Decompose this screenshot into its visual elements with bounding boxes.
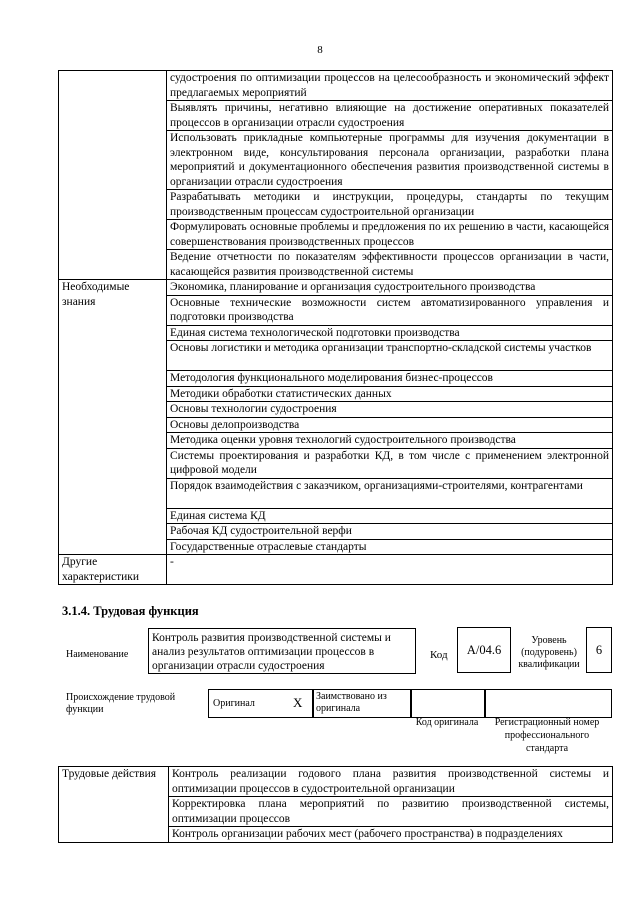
other-characteristics-value: - [167, 555, 613, 585]
knowledge-item: Методика оценки уровня технологий судостроительного производства [167, 433, 613, 449]
knowledge-item: Основы логистики и методика организации транспортно-складской системы участков [167, 341, 613, 371]
labor-actions-label: Трудовые действия [59, 767, 169, 843]
code-original-caption: Код оригинала [415, 717, 479, 728]
knowledge-item: Государственные отраслевые стандарты [167, 539, 613, 555]
knowledge-item: Единая система КД [167, 508, 613, 524]
borrowed-label: Заимствовано из оригинала [316, 691, 387, 714]
knowledge-item: Основные технические возможности систем автоматизированного управления и подготовки производства [167, 295, 613, 325]
skills-knowledge-table [58, 70, 613, 585]
skills-label-cell [59, 71, 167, 280]
code-box [457, 627, 511, 673]
reg-number-box [484, 689, 612, 718]
knowledge-item: Методики обработки статистических данных [167, 386, 613, 402]
other-characteristics-label: Другие характеристики [59, 555, 167, 585]
code-original-box [410, 689, 486, 718]
original-box [208, 689, 314, 718]
skill-item: Формулировать основные проблемы и предложения по их решению в части, касающейся совершенствования производственных процессов [167, 220, 613, 250]
code-label: Код [430, 649, 448, 661]
knowledge-item: Системы проектирования и разработки КД, в том числе с применением электронной цифровой модели [167, 448, 613, 478]
original-label: Оригинал [213, 698, 255, 709]
function-name-value: Контроль развития производственной системы и анализ результатов оптимизации процессов в организации отрасли судостроения [152, 632, 391, 672]
knowledge-item: Основы технологии судостроения [167, 402, 613, 418]
knowledge-item: Рабочая КД судостроительной верфи [167, 524, 613, 540]
function-name-box [148, 628, 416, 674]
skill-item: Разрабатывать методики и инструкции, процедуры, стандарты по текущим производственным процессам судостроительной организации [167, 190, 613, 220]
reg-number-caption: Регистрационный номер профессионального стандарта [494, 717, 600, 754]
level-label: Уровень (подуровень) квалификации [518, 635, 580, 670]
knowledge-label: Необходимые знания [59, 280, 167, 555]
knowledge-item: Методология функционального моделирования бизнес-процессов [167, 371, 613, 387]
skill-item: Использовать прикладные компьютерные программы для изучения документации в электронном виде, консультирования персонала организации, разработки плана мероприятий и документационного обеспечения развития производственной системы в организации отрасли судостроения [167, 131, 613, 190]
labor-action-item: Контроль организации рабочих мест (рабочего пространства) в подразделениях [169, 827, 613, 843]
page-number: 8 [317, 44, 323, 56]
knowledge-item: Экономика, планирование и организация судостроительного производства [167, 280, 613, 296]
borrowed-box [312, 689, 412, 718]
knowledge-item: Единая система технологической подготовки производства [167, 325, 613, 341]
labor-actions-table [58, 766, 613, 843]
name-label: Наименование [66, 649, 129, 660]
labor-action-item: Контроль реализации годового плана развития производственной системы и оптимизации процессов в судостроительной организации [169, 767, 613, 797]
skill-item: судостроения по оптимизации процессов на целесообразность и экономический эффект предлагаемых мероприятий [167, 71, 613, 101]
section-title: 3.1.4. Трудовая функция [62, 604, 199, 618]
level-box [586, 627, 612, 673]
labor-action-item: Корректировка плана мероприятий по развитию производственной системы, оптимизации процессов [169, 797, 613, 827]
skill-item: Ведение отчетности по показателям эффективности процессов организации в части, касающейся развития производственной системы [167, 250, 613, 280]
level-value: 6 [595, 643, 603, 657]
origin-label: Происхождение трудовой функции [66, 692, 176, 715]
code-value: A/04.6 [466, 643, 502, 657]
original-mark: X [293, 695, 303, 710]
skill-item: Выявлять причины, негативно влияющие на достижение оперативных показателей процессов в организации отрасли судостроения [167, 101, 613, 131]
knowledge-item: Основы делопроизводства [167, 417, 613, 433]
knowledge-item: Порядок взаимодействия с заказчиком, организациями-строителями, контрагентами [167, 478, 613, 508]
